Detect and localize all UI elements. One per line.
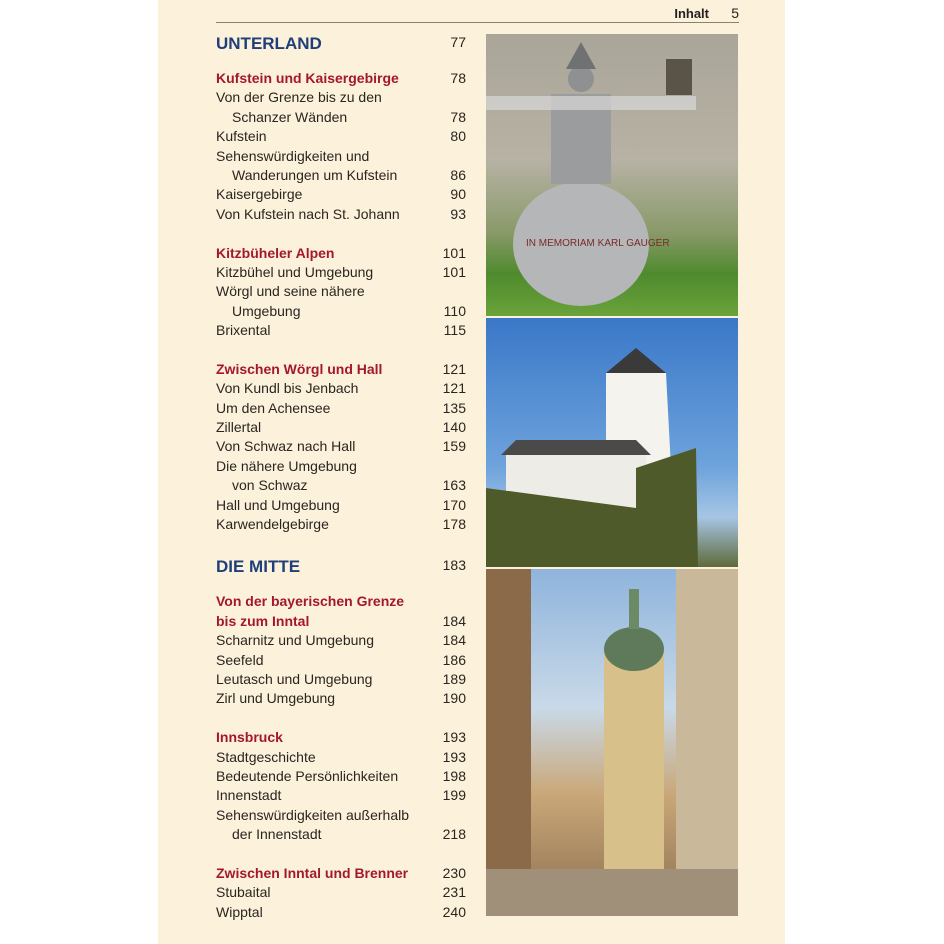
toc-entry-title: Innenstadt (216, 787, 282, 804)
toc-part-heading[interactable] (216, 33, 466, 69)
toc-entry-page: 135 (442, 399, 466, 416)
toc-entry-page: 101 (442, 244, 466, 261)
toc-entry[interactable] (216, 418, 466, 437)
toc-entry-title: Schanzer Wänden (232, 108, 348, 125)
toc-entry[interactable] (216, 205, 466, 224)
toc-entry[interactable] (216, 786, 466, 805)
toc-entry-title: Karwendelgebirge (216, 515, 329, 532)
toc-entry[interactable] (216, 496, 466, 515)
toc-chapter-heading[interactable] (216, 864, 466, 883)
toc-entry-page: 189 (442, 670, 466, 687)
toc-entry-page: 218 (442, 826, 466, 843)
toc-entry-page: 190 (442, 690, 466, 707)
toc-entry-page: 230 (442, 864, 466, 881)
running-header (216, 0, 739, 23)
toc-entry[interactable] (216, 379, 466, 398)
toc-entry[interactable] (216, 108, 466, 127)
spacer (216, 709, 466, 728)
toc-entry[interactable] (216, 767, 466, 786)
toc-entry[interactable] (216, 166, 466, 185)
toc-entry-title: UNTERLAND (216, 34, 322, 53)
toc-entry-title: Sehenswürdigkeiten und (216, 147, 370, 164)
toc-entry-page: 240 (442, 903, 466, 920)
toc-entry-page: 178 (442, 515, 466, 532)
toc-entry-title: Kufstein und Kaisergebirge (216, 70, 399, 86)
toc-entry-page: 115 (443, 322, 466, 339)
toc-entry-page: 86 (450, 166, 466, 183)
toc-entry-title: Scharnitz und Umgebung (216, 632, 374, 649)
toc-entry-title: Die nähere Umgebung (216, 457, 357, 474)
toc-entry-page: 186 (442, 651, 466, 668)
toc-entry-page: 101 (442, 263, 466, 280)
toc-entry-title: Stadtgeschichte (216, 748, 316, 765)
toc-entry-title: Seefeld (216, 651, 264, 668)
toc-entry-page: 80 (450, 128, 466, 145)
statue-inscription: IN MEMORIAM KARL GAUGER (526, 238, 670, 249)
toc-entry-title: Von der Grenze bis zu den (216, 89, 382, 106)
spacer (216, 844, 466, 863)
toc-entry-title: von Schwaz (232, 477, 308, 494)
toc-entry[interactable] (216, 88, 466, 107)
toc-entry-page: 77 (450, 34, 466, 50)
photo-statue-accordion-player (486, 34, 738, 316)
toc-entry-title: Wörgl und seine nähere (216, 283, 365, 300)
toc-entry-title: Kufstein (216, 128, 267, 145)
toc-entry-title: Kitzbühel und Umgebung (216, 263, 374, 280)
toc-entry[interactable] (216, 825, 466, 844)
toc-entry-title: Innsbruck (216, 729, 283, 746)
toc-entry-page: 184 (442, 612, 466, 629)
spacer (216, 340, 466, 359)
toc-entry-title: Stubaital (216, 884, 271, 901)
spacer (216, 224, 466, 243)
photo-cathedral-street (486, 569, 738, 916)
toc-chapter-heading[interactable] (216, 244, 466, 263)
toc-entry[interactable] (216, 302, 466, 321)
toc-entry[interactable] (216, 670, 466, 689)
toc-entry-page: 183 (442, 557, 466, 574)
toc-part-heading[interactable] (216, 556, 466, 592)
toc-entry[interactable] (216, 399, 466, 418)
page-number: 5 (731, 5, 739, 21)
toc-entry-title: Wanderungen um Kufstein (232, 166, 398, 183)
toc-entry-title: bis zum Inntal (216, 612, 310, 629)
table-of-contents (216, 33, 466, 922)
toc-entry-title: Brixental (216, 322, 271, 339)
toc-entry[interactable] (216, 689, 466, 708)
toc-entry[interactable] (216, 515, 466, 534)
toc-entry-title: Leutasch und Umgebung (216, 670, 373, 687)
toc-entry[interactable] (216, 883, 466, 902)
toc-chapter-heading[interactable] (216, 69, 466, 88)
toc-entry-title: Um den Achensee (216, 399, 331, 416)
toc-entry-page: 170 (442, 496, 466, 513)
toc-entry[interactable] (216, 437, 466, 456)
header-title: Inhalt (674, 6, 709, 21)
toc-entry-title: Zirl und Umgebung (216, 690, 336, 707)
toc-chapter-heading[interactable] (216, 360, 466, 379)
toc-entry-page: 110 (443, 302, 466, 319)
toc-entry-title: Kitzbüheler Alpen (216, 244, 335, 261)
toc-entry[interactable] (216, 806, 466, 825)
toc-entry-page: 121 (442, 360, 466, 377)
toc-entry-page: 140 (442, 419, 466, 436)
toc-entry[interactable] (216, 631, 466, 650)
toc-entry-title: Bedeutende Persönlichkeiten (216, 767, 399, 784)
toc-entry[interactable] (216, 263, 466, 282)
photo-castle (486, 318, 738, 567)
toc-entry[interactable] (216, 748, 466, 767)
toc-entry-title: Von Schwaz nach Hall (216, 438, 356, 455)
toc-entry-title: Zillertal (216, 419, 262, 436)
toc-entry-title: der Innenstadt (232, 826, 322, 843)
toc-entry-page: 159 (442, 438, 466, 455)
toc-entry[interactable] (216, 476, 466, 495)
toc-entry-page: 78 (450, 70, 466, 86)
toc-entry-title: Von der bayerischen Grenze (216, 593, 405, 610)
toc-entry-title: Zwischen Wörgl und Hall (216, 360, 383, 377)
toc-entry-title: Hall und Umgebung (216, 496, 340, 513)
toc-entry-page: 193 (442, 729, 466, 746)
toc-entry-title: Umgebung (232, 302, 301, 319)
toc-entry-title: Von Kundl bis Jenbach (216, 380, 359, 397)
toc-entry-title: Von Kufstein nach St. Johann (216, 205, 400, 222)
toc-entry-page: 193 (442, 748, 466, 765)
toc-entry-page: 199 (442, 787, 466, 804)
toc-entry-page: 198 (442, 767, 466, 784)
toc-entry-title: DIE MITTE (216, 557, 301, 577)
toc-entry[interactable] (216, 127, 466, 146)
toc-entry[interactable] (216, 903, 466, 922)
toc-entry-page: 90 (450, 186, 466, 203)
toc-chapter-heading[interactable] (216, 728, 466, 747)
toc-entry[interactable] (216, 651, 466, 670)
toc-entry[interactable] (216, 282, 466, 301)
toc-entry-page: 231 (442, 884, 466, 901)
spacer (216, 534, 466, 556)
toc-entry[interactable] (216, 321, 466, 340)
toc-entry[interactable] (216, 457, 466, 476)
toc-entry-title: Wipptal (216, 903, 263, 920)
toc-entry-page: 184 (442, 632, 466, 649)
toc-entry-page: 163 (442, 477, 466, 494)
toc-entry-title: Sehenswürdigkeiten außerhalb (216, 806, 410, 823)
toc-entry[interactable] (216, 147, 466, 166)
toc-entry-title: Kaisergebirge (216, 186, 303, 203)
toc-chapter-heading[interactable] (216, 612, 466, 631)
toc-entry-page: 78 (450, 108, 466, 125)
toc-entry-page: 121 (442, 380, 466, 397)
toc-entry-title: Zwischen Inntal und Brenner (216, 864, 409, 881)
toc-chapter-heading[interactable] (216, 592, 466, 611)
toc-entry-page: 93 (450, 205, 466, 222)
toc-entry[interactable] (216, 185, 466, 204)
